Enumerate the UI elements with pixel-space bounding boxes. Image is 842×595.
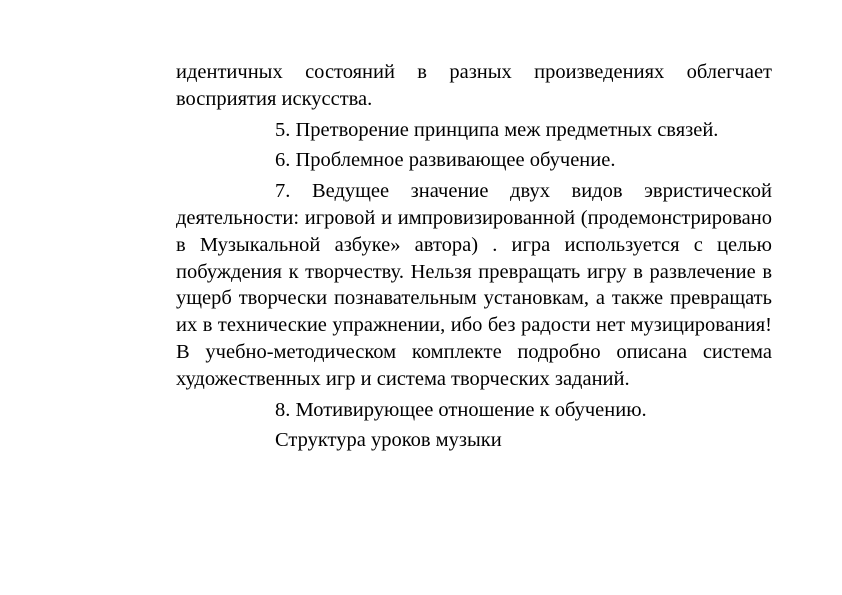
list-item-8: 8. Мотивирующее отношение к обучению. bbox=[275, 398, 647, 421]
document-body bbox=[176, 59, 772, 454]
section-heading: Структура уроков музыки bbox=[275, 429, 502, 452]
paragraph-continuation: идентичных состояний в разных произведениях облегчает восприятия искусства. bbox=[176, 61, 772, 110]
list-item-6: 6. Проблемное развивающее обучение. bbox=[275, 149, 616, 172]
list-item-5: 5. Претворение принципа меж предметных связей. bbox=[275, 118, 719, 141]
list-item-7: 7. Ведущее значение двух видов эвристической деятельности: игровой и импровизированной (продемонстрировано в Музыкальной азбуке» автора) . игра используется с целью побуждения к творчеству. Нельзя превращать игру в развлечение в ущерб творчески познавательным установкам, а также превращать их в технические упражнении, ибо без радости нет музицирования! В учебно-методическом комплекте подробно описана система художественных игр и система творческих заданий. bbox=[176, 180, 772, 390]
